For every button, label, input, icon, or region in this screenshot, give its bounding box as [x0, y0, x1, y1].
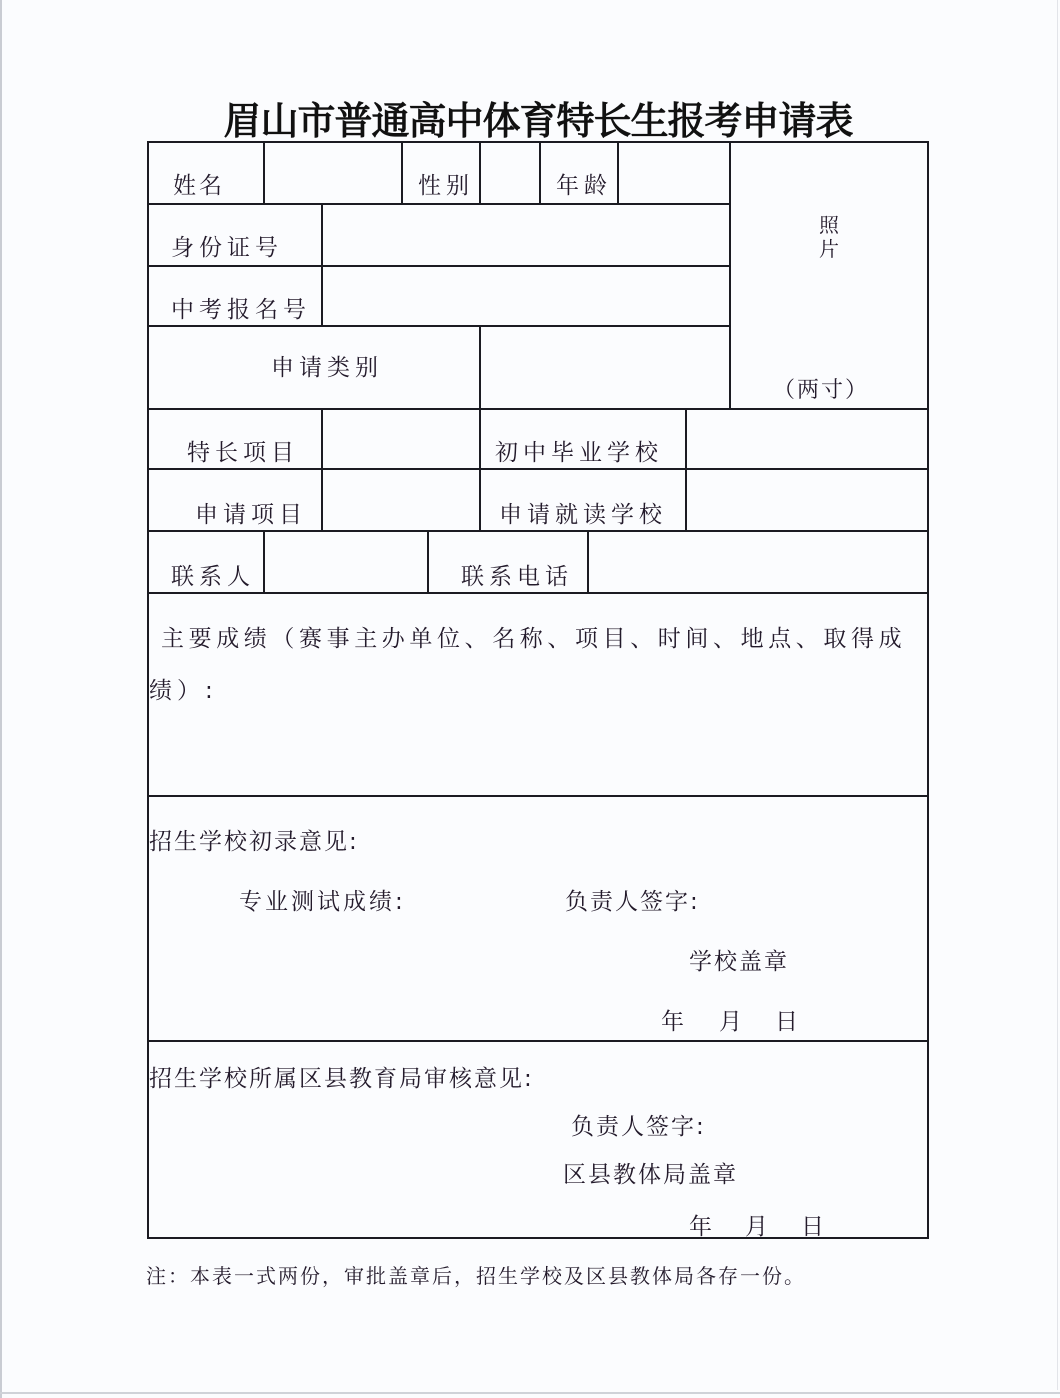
contact-phone-field[interactable] [587, 530, 929, 594]
photo-label-1: 照 [819, 213, 839, 237]
application-category-label: 申请类别 [271, 355, 383, 381]
application-category-label-cell [147, 325, 481, 410]
photo-size-note: （两寸） [773, 378, 870, 403]
school-stamp-label: 学校盖章 [689, 949, 789, 975]
exam-reg-label: 中考报名号 [171, 297, 311, 323]
contact-person-label-cell [147, 530, 265, 594]
junior-school-field[interactable] [685, 408, 929, 470]
bureau-stamp-label: 区县教体局盖章 [563, 1162, 738, 1188]
age-label: 年龄 [556, 173, 612, 199]
school-signature-label: 负责人签字: [565, 889, 700, 915]
bureau-opinion-label: 招生学校所属区县教育局审核意见: [149, 1066, 534, 1092]
footer-note: 注：本表一式两份，审批盖章后，招生学校及区县教体局各存一份。 [146, 1264, 806, 1288]
achievements-label-line2: 绩）: [149, 678, 218, 704]
gender-label-cell [401, 141, 481, 205]
applied-school-label-cell [479, 468, 687, 532]
applied-item-field[interactable] [321, 468, 481, 532]
bureau-date-year: 年 [689, 1214, 717, 1240]
photo-box[interactable] [729, 141, 929, 410]
id-number-field[interactable] [321, 203, 731, 267]
exam-reg-field[interactable] [321, 265, 731, 327]
junior-school-label-cell [479, 408, 687, 470]
name-label: 姓名 [173, 173, 225, 199]
exam-reg-label-cell [147, 265, 323, 327]
contact-phone-label-cell [427, 530, 589, 594]
applied-item-label: 申请项目 [195, 502, 307, 528]
id-number-label: 身份证号 [171, 235, 283, 261]
school-date-year: 年 [661, 1009, 689, 1035]
bureau-signature-label: 负责人签字: [571, 1114, 706, 1140]
bureau-date-month: 月 [745, 1214, 773, 1240]
specialty-item-label: 特长项目 [187, 440, 299, 466]
contact-phone-label: 联系电话 [461, 564, 573, 590]
id-number-label-cell [147, 203, 323, 267]
achievements-field[interactable] [147, 592, 929, 797]
photo-label-2: 片 [819, 237, 839, 261]
school-date-month: 月 [719, 1009, 747, 1035]
page-title: 眉山市普通高中体育特长生报考申请表 [223, 98, 853, 143]
application-category-field[interactable] [479, 325, 731, 410]
test-score-label: 专业测试成绩: [239, 889, 406, 915]
age-field[interactable] [617, 141, 731, 205]
bureau-opinion-box[interactable] [147, 1040, 929, 1239]
age-label-cell [539, 141, 619, 205]
contact-person-field[interactable] [263, 530, 429, 594]
applied-school-label: 申请就读学校 [499, 502, 667, 528]
junior-school-label: 初中毕业学校 [495, 440, 663, 466]
school-date-day: 日 [775, 1009, 803, 1035]
specialty-item-field[interactable] [321, 408, 481, 470]
name-label-cell [147, 141, 265, 205]
contact-person-label: 联系人 [171, 564, 255, 590]
gender-field[interactable] [479, 141, 541, 205]
name-field[interactable] [263, 141, 403, 205]
gender-label: 性别 [418, 173, 474, 199]
applied-item-label-cell [147, 468, 323, 532]
specialty-item-label-cell [147, 408, 323, 470]
school-opinion-label: 招生学校初录意见: [149, 829, 359, 855]
bureau-date-day: 日 [801, 1214, 829, 1240]
school-opinion-box[interactable] [147, 795, 929, 1042]
applied-school-field[interactable] [685, 468, 929, 532]
achievements-label-line1: 主要成绩（赛事主办单位、名称、项目、时间、地点、取得成 [161, 626, 907, 652]
